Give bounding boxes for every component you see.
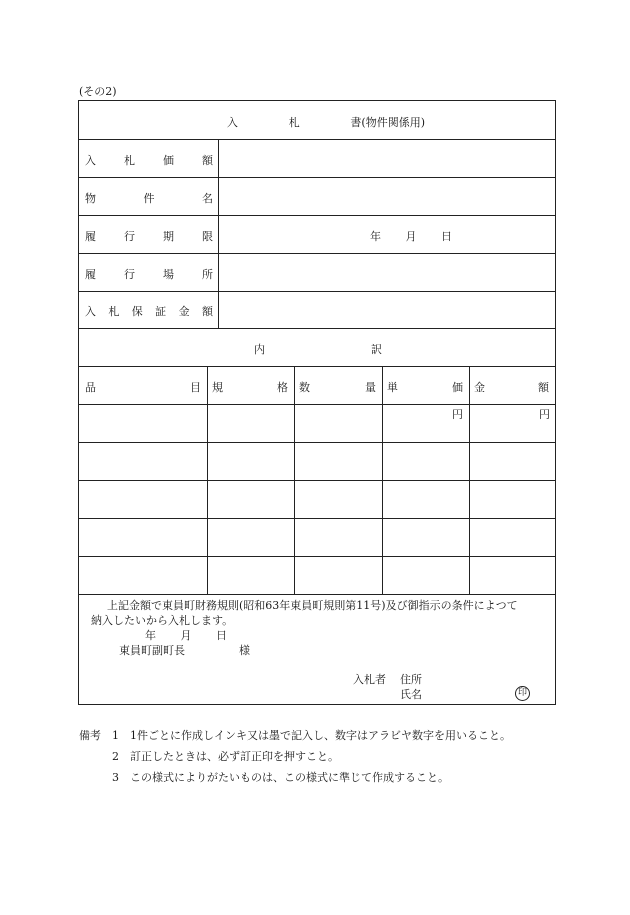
remarks-label: 備考 (79, 729, 101, 742)
field-label-delivery-place: 履 行 場 所 (85, 268, 213, 281)
seal-icon: 印 (515, 686, 530, 701)
field-value-bid-bond[interactable] (225, 303, 545, 317)
field-value-deadline[interactable] (225, 228, 365, 242)
unit-price-yen: 円 (452, 408, 463, 421)
honorific: 様 (239, 644, 250, 657)
field-value-delivery-place[interactable] (225, 266, 545, 280)
statement-line-2: 納入したいから入札します。 (91, 614, 234, 627)
remarks (79, 725, 511, 788)
col-header-spec: 規 格 (212, 381, 288, 394)
remark-1: 備考 1 1件ごとに作成しインキ又は墨で記入し、数字はアラビヤ数字を用いること。 (79, 725, 511, 746)
field-label-item-name: 物 件 名 (85, 192, 213, 205)
col-header-qty: 数 量 (299, 381, 376, 394)
form-title: 入 札 書(物件関係用) (227, 116, 425, 129)
form-number-tag: (その2) (79, 85, 117, 98)
field-label-bid-bond: 入 札 保 証 金 額 (85, 305, 213, 318)
statement-line-1: 上記金額で東員町財務規則(昭和63年東員町規則第11号)及び御指示の条件によつて (107, 599, 518, 612)
field-label-bid-price: 入 札 価 額 (85, 154, 213, 167)
deadline-date: 年 月 日 (370, 230, 452, 243)
seal-mark (515, 685, 530, 701)
col-header-amount: 金 額 (474, 381, 549, 394)
field-value-item-name[interactable] (225, 190, 545, 204)
remark-3: 3 この様式によりがたいものは、この様式に準じて作成すること。 (112, 771, 449, 784)
breakdown-title: 内 訳 (254, 343, 382, 356)
field-value-bid-price[interactable] (225, 152, 545, 166)
field-label-deadline: 履 行 期 限 (85, 230, 213, 243)
bid-form-table (78, 100, 556, 705)
col-header-item: 品 目 (85, 381, 201, 394)
address-label: 住所 (400, 673, 422, 686)
addressee: 東員町副町長 (119, 644, 185, 657)
remark-2: 2 訂正したときは、必ず訂正印を押すこと。 (112, 750, 339, 763)
amount-yen: 円 (539, 408, 550, 421)
name-label: 氏名 (400, 688, 422, 701)
bidder-label: 入札者 (353, 673, 386, 686)
statement-date: 年 月 日 (145, 629, 227, 642)
col-header-unit-price: 単 価 (387, 381, 463, 394)
